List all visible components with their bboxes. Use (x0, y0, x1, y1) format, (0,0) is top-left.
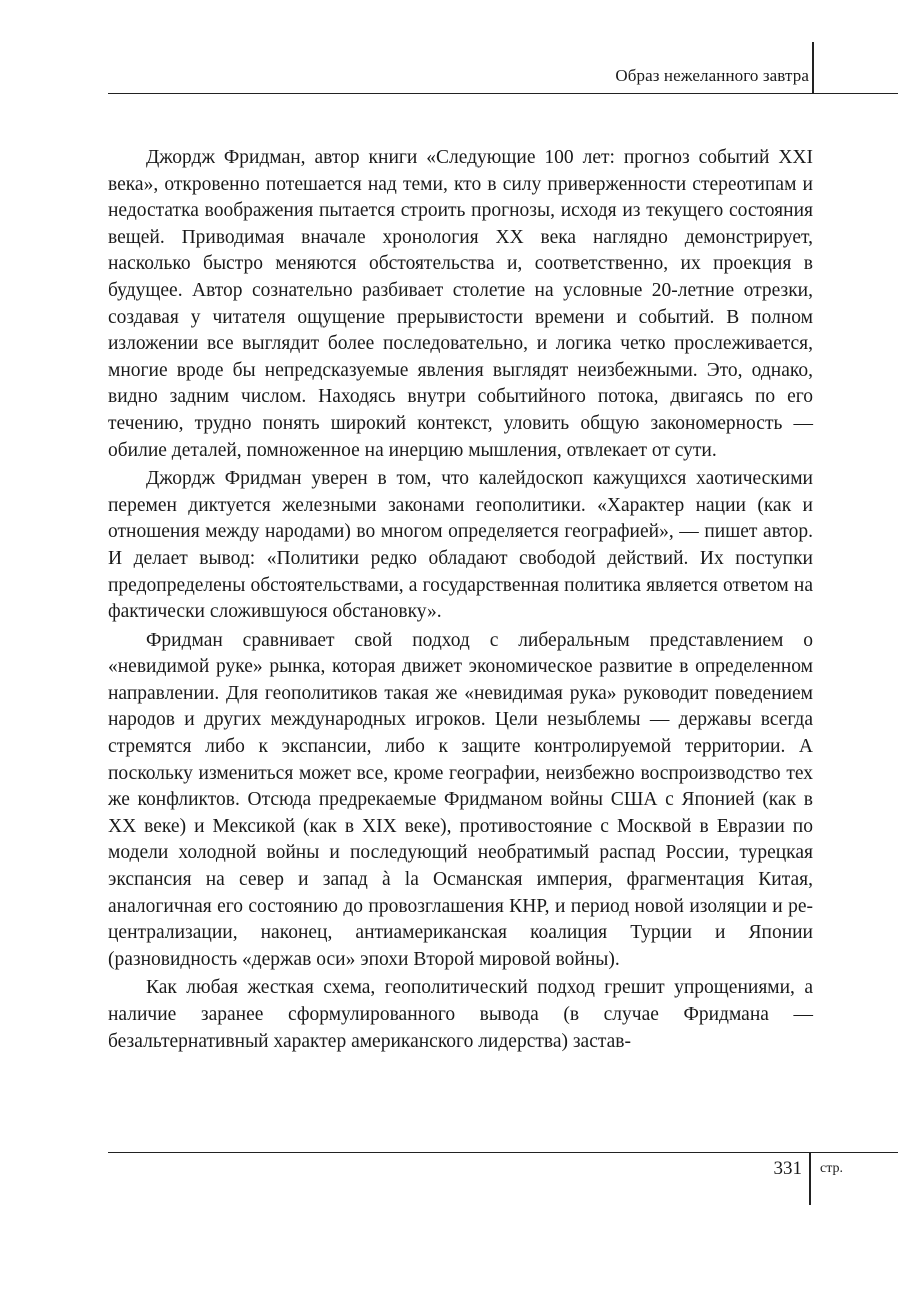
paragraph-3: Фридман сравнивает свой подход с либеральным представлением о «невидимой руке» рынка, которая движет экономическое развитие в определенном направлении. Для геополитиков такая же «невидимая рука» руководит поведением народов и других международных игроков. Цели незыблемы — державы всегда стремятся либо к экспансии, либо к защите контролируемой территории. А поскольку измениться может все, кроме географии, неизбежно воспроизводство тех же конфликтов. Отсюда предрекаемые Фридманом войны США с Японией (как в XX веке) и Мексикой (как в XIX веке), противостояние с Москвой в Евразии по модели холодной войны и последующий необратимый распад России, турецкая экспансия на север и запад à la Османская империя, фрагментация Китая, аналогичная его состоянию до провозглашения КНР, и период новой изоляции и ре-централизации, наконец, антиамериканская коалиция Турции и Японии (разновидность «держав оси» эпохи Второй мировой войны). (108, 629, 813, 970)
page-suffix-label: стр. (820, 1161, 844, 1176)
paragraph-1: Джордж Фридман, автор книги «Следующие 100 лет: прогноз событий XXI века», откровенно потешается над теми, кто в силу приверженности стереотипам и недостатка воображения пытается строить прогнозы, исходя из текущего состояния вещей. Приводимая вначале хронология XX века наглядно демонстрирует, насколько быстро меняются обстоятельства и, соответственно, их проекция в будущее. Автор сознательно разбивает столетие на условные 20-летние отрезки, создавая у читателя ощущение прерывистости времени и событий. В полном изложении все выглядит более последовательно, и логика четко прослеживается, многие вроде бы непредсказуемые явления выглядят неизбежными. Это, однако, видно задним числом. Находясь внутри событийного потока, двигаясь по его течению, трудно понять широкий контекст, уловить общую закономерность — обилие деталей, помноженное на инерцию мышления, отвлекает от сути. (108, 147, 813, 461)
running-header-title: Образ нежеланного завтра (615, 66, 809, 85)
header-vertical-rule (812, 42, 814, 94)
page-body (108, 145, 813, 1055)
paragraph-2: Джордж Фридман уверен в том, что калейдоскоп кажущихся хаотическими перемен диктуется железными законами геополитики. «Характер нации (как и отношения между народами) во многом определяется географией», — пишет автор. И делает вывод: «Политики редко обладают свободой действий. Их поступки предопределены обстоятельствами, а государственная политика является ответом на фактически сложившуюся обстановку». (108, 468, 813, 623)
page-number: 331 (773, 1158, 802, 1179)
paragraph-4: Как любая жесткая схема, геополитический подход грешит упрощениями, а наличие заранее сформулированного вывода (в случае Фридмана — безальтернативный характер американского лидерства) застав- (108, 977, 813, 1052)
footer-vertical-rule (809, 1153, 811, 1205)
header-horizontal-rule (108, 93, 898, 94)
footer-horizontal-rule (108, 1152, 898, 1153)
